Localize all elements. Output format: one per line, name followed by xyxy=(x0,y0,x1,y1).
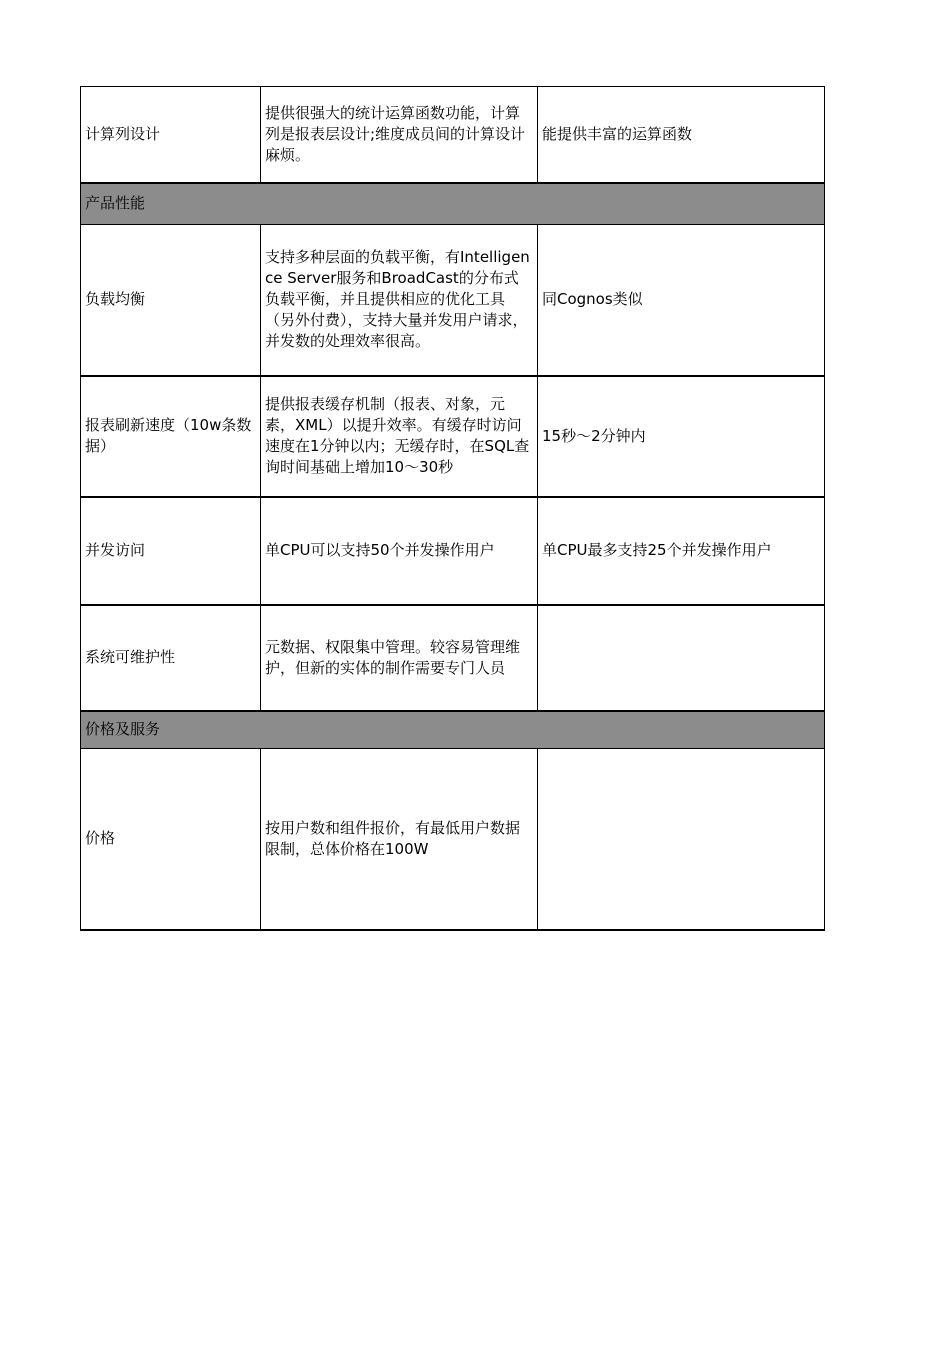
row-col2-cell: 提供报表缓存机制（报表、对象，元素，XML）以提升效率。有缓存时访问速度在1分钟以内；无缓存时，在SQL查询时间基础上增加10～30秒 xyxy=(261,376,538,497)
row-col2-cell: 支持多种层面的负载平衡，有Intelligence Server服务和BroadCast的分布式负载平衡，并且提供相应的优化工具（另外付费），支持大量并发用户请求，并发数的处理效率很高。 xyxy=(261,225,538,376)
row-label: 报表刷新速度（10w条数据） xyxy=(81,376,261,497)
section-row-performance xyxy=(81,183,825,225)
table-row-price xyxy=(81,749,825,930)
row-col3-cell: 同Cognos类似 xyxy=(538,225,825,376)
row-label: 价格 xyxy=(81,749,261,930)
row-col2-cell: 元数据、权限集中管理。较容易管理维护，但新的实体的制作需要专门人员 xyxy=(261,605,538,711)
section-label: 产品性能 xyxy=(81,183,825,225)
table-row-load-balancing xyxy=(81,225,825,376)
row-label: 并发访问 xyxy=(81,497,261,605)
row-col3-cell xyxy=(538,605,825,711)
section-row-price-service xyxy=(81,711,825,749)
row-col2-cell: 提供很强大的统计运算函数功能，计算列是报表层设计;维度成员间的计算设计麻烦。 xyxy=(261,87,538,183)
row-col2-cell: 按用户数和组件报价，有最低用户数据限制，总体价格在100W xyxy=(261,749,538,930)
table-row-refresh-speed xyxy=(81,376,825,497)
row-col3-cell: 单CPU最多支持25个并发操作用户 xyxy=(538,497,825,605)
row-col3-cell xyxy=(538,749,825,930)
table-row-concurrent-access xyxy=(81,497,825,605)
row-label: 系统可维护性 xyxy=(81,605,261,711)
comparison-table xyxy=(80,86,825,931)
section-label: 价格及服务 xyxy=(81,711,825,749)
table-row-maintainability xyxy=(81,605,825,711)
table-row-calculated-column xyxy=(81,87,825,183)
row-label: 负载均衡 xyxy=(81,225,261,376)
row-label: 计算列设计 xyxy=(81,87,261,183)
row-col3-cell: 15秒～2分钟内 xyxy=(538,376,825,497)
row-col3-cell: 能提供丰富的运算函数 xyxy=(538,87,825,183)
row-col2-cell: 单CPU可以支持50个并发操作用户 xyxy=(261,497,538,605)
